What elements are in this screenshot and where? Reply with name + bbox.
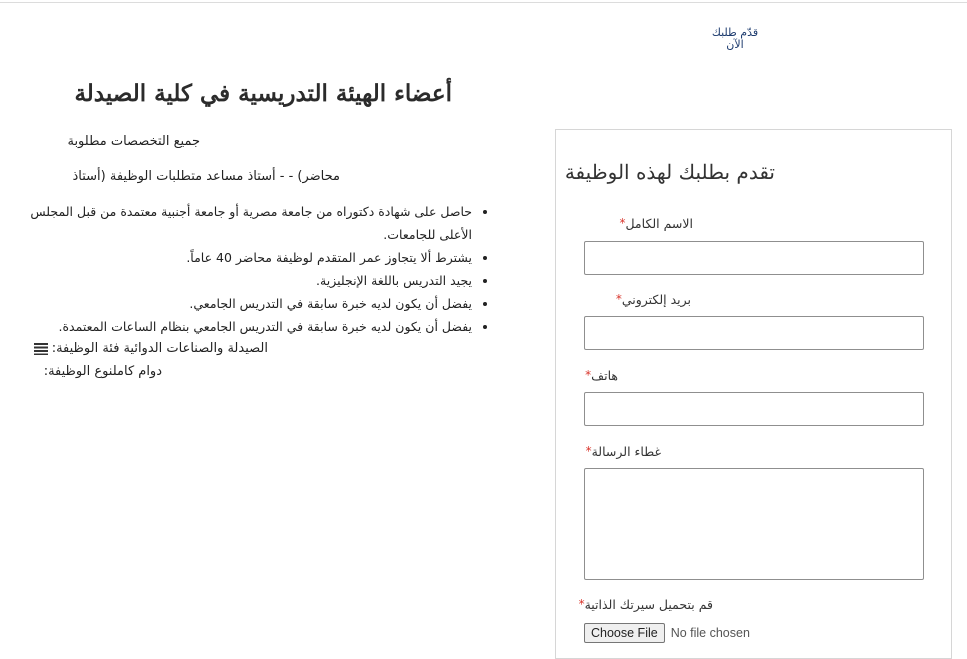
- email-input[interactable]: [584, 316, 924, 350]
- cv-upload-label: قم بتحميل سيرتك الذاتية*: [578, 597, 713, 612]
- full-name-input[interactable]: [584, 241, 924, 275]
- list-icon: [34, 343, 48, 355]
- required-mark: *: [615, 292, 622, 306]
- required-mark: *: [585, 368, 592, 382]
- category-value: الصيدلة والصناعات الدوائية: [123, 341, 268, 356]
- list-item: • يفضل أن يكون لديه خبرة سابقة في التدريس الجامعي بنظام الساعات المعتمدة.: [12, 315, 472, 338]
- cv-file-input: [584, 623, 750, 643]
- full-name-label: الاسم الكامل*: [619, 216, 693, 231]
- list-item: • حاصل على شهادة دكتوراه من جامعة مصرية أو جامعة أجنبية معتمدة من قبل المجلس الأعلى للجامعات.: [12, 200, 472, 246]
- apply-now-line1: قدّم طلبك: [711, 26, 759, 39]
- category-label: فئة الوظيفة:: [51, 341, 120, 356]
- choose-file-button[interactable]: Choose File: [584, 623, 665, 643]
- requirements-title: محاضر) - - أستاذ مساعد متطلبات الوظيفة (أستاذ: [72, 169, 340, 184]
- top-divider: [0, 2, 967, 3]
- phone-label: هاتف*: [585, 368, 618, 383]
- requirements-list: [12, 200, 500, 338]
- page-title: أعضاء الهيئة التدريسية في كلية الصيدلة: [74, 80, 452, 107]
- job-type-label: نوع الوظيفة:: [43, 364, 113, 379]
- required-mark: *: [619, 216, 626, 230]
- cover-letter-label: غطاء الرسالة*: [585, 444, 661, 459]
- job-subtitle: جميع التخصصات مطلوبة: [67, 134, 200, 149]
- job-type: [44, 364, 162, 379]
- list-item: • يجيد التدريس باللغة الإنجليزية.: [12, 269, 472, 292]
- apply-now-line2: الآن: [726, 38, 744, 51]
- application-form: [555, 129, 952, 659]
- list-item: • يفضل أن يكون لديه خبرة سابقة في التدريس الجامعي.: [12, 292, 472, 315]
- form-title: تقدم بطلبك لهذه الوظيفة: [564, 160, 775, 184]
- apply-now-link[interactable]: [700, 27, 770, 51]
- list-item: • يشترط ألا يتجاوز عمر المتقدم لوظيفة محاضر 40 عاماً.: [12, 246, 472, 269]
- file-status: No file chosen: [670, 626, 750, 640]
- email-label: بريد إلكتروني*: [615, 292, 691, 307]
- phone-input[interactable]: [584, 392, 924, 426]
- job-category: [30, 341, 268, 356]
- required-mark: *: [578, 597, 585, 611]
- job-type-value: دوام كامل: [112, 364, 162, 379]
- required-mark: *: [585, 444, 592, 458]
- cover-letter-textarea[interactable]: [584, 468, 924, 580]
